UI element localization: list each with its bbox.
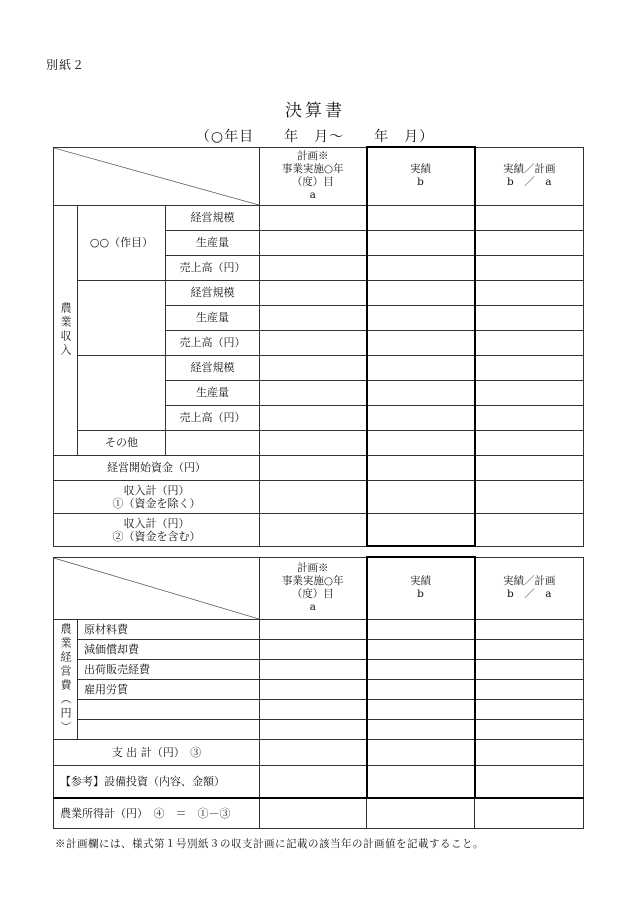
plan-cell[interactable] <box>260 330 367 355</box>
other-label: その他 <box>78 430 166 455</box>
plan-cell[interactable] <box>260 699 367 719</box>
actual-cell[interactable] <box>367 255 475 280</box>
actual-cell[interactable] <box>367 355 475 380</box>
ratio-cell[interactable] <box>475 330 584 355</box>
ratio-header-line2: b ／ a <box>507 588 552 600</box>
expense-item-shipping: 出荷販売経費 <box>78 659 260 679</box>
actual-cell[interactable] <box>367 280 475 305</box>
actual-header-line1: 実績 <box>410 575 431 588</box>
farm-income-total-label: 農業所得計（円） ④ ＝ ①－③ <box>54 798 260 828</box>
expense-item-blank[interactable] <box>78 719 260 739</box>
ratio-cell[interactable] <box>475 280 584 305</box>
income-total-excl-line1: 収入計（円） <box>123 483 190 497</box>
crop-name-cell: ○○（作目） <box>78 205 166 280</box>
income-total-incl-line1: 収入計（円） <box>123 516 190 530</box>
actual-header-line2: b <box>417 176 424 189</box>
plan-cell[interactable] <box>260 405 367 430</box>
row-label-production: 生産量 <box>166 380 260 405</box>
plan-cell[interactable] <box>260 798 367 828</box>
header-diagonal-cell <box>54 147 260 205</box>
income-total-incl-line2: ②（資金を含む） <box>112 529 201 543</box>
start-funds-label: 経営開始資金（円） <box>54 455 260 480</box>
actual-cell[interactable] <box>367 430 475 455</box>
row-label-sales: 売上高（円） <box>166 255 260 280</box>
row-label-production: 生産量 <box>166 230 260 255</box>
actual-cell[interactable] <box>367 230 475 255</box>
plan-header-line4: a <box>309 189 316 201</box>
expense-table <box>53 556 584 829</box>
row-label-production: 生産量 <box>166 305 260 330</box>
plan-cell[interactable] <box>260 430 367 455</box>
actual-cell[interactable] <box>367 639 475 659</box>
income-total-excl-label <box>54 480 260 513</box>
row-label-sales: 売上高（円） <box>166 405 260 430</box>
row-label-scale: 経営規模 <box>166 355 260 380</box>
ratio-cell[interactable] <box>475 480 584 513</box>
plan-cell[interactable] <box>260 355 367 380</box>
actual-header-line2: b <box>417 588 424 601</box>
actual-cell[interactable] <box>367 739 475 765</box>
footnote: ※計画欄には、様式第１号別紙３の収支計画に記載の該当年の計画値を記載すること。 <box>55 838 484 850</box>
ratio-cell[interactable] <box>475 430 584 455</box>
plan-header-line3: （度）目 <box>291 176 334 188</box>
row-label-scale: 経営規模 <box>166 280 260 305</box>
plan-header-line1: 計画※ <box>297 150 329 162</box>
actual-cell[interactable] <box>367 513 475 546</box>
ratio-cell[interactable] <box>475 305 584 330</box>
ratio-cell[interactable] <box>475 230 584 255</box>
plan-cell[interactable] <box>260 765 367 798</box>
plan-cell[interactable] <box>260 305 367 330</box>
actual-cell[interactable] <box>367 619 475 639</box>
actual-header <box>367 147 475 205</box>
ratio-header <box>475 557 584 619</box>
expense-total-label: 支 出 計（円） ③ <box>54 739 260 765</box>
actual-cell[interactable] <box>367 380 475 405</box>
expense-item-depreciation: 減価償却費 <box>78 639 260 659</box>
actual-cell[interactable] <box>367 679 475 699</box>
ratio-cell[interactable] <box>475 739 584 765</box>
income-total-incl-label <box>54 513 260 546</box>
plan-header-line2: 事業実施○年 <box>281 575 344 587</box>
income-section-label: 農業収入 <box>54 205 78 455</box>
plan-cell[interactable] <box>260 205 367 230</box>
expense-item-labor: 雇用労賃 <box>78 679 260 699</box>
row-label-scale: 経営規模 <box>166 205 260 230</box>
ratio-cell[interactable] <box>475 719 584 739</box>
plan-header-line4: a <box>309 601 316 613</box>
ratio-cell[interactable] <box>475 639 584 659</box>
plan-cell[interactable] <box>260 230 367 255</box>
actual-header-line1: 実績 <box>410 163 432 176</box>
actual-cell[interactable] <box>367 480 475 513</box>
ratio-cell[interactable] <box>475 380 584 405</box>
plan-cell[interactable] <box>260 513 367 546</box>
expense-item-blank[interactable] <box>78 699 260 719</box>
actual-cell[interactable] <box>367 405 475 430</box>
plan-header <box>260 557 367 619</box>
actual-cell[interactable] <box>367 719 475 739</box>
row-label-sales: 売上高（円） <box>166 330 260 355</box>
actual-cell[interactable] <box>367 659 475 679</box>
plan-cell[interactable] <box>260 639 367 659</box>
plan-cell[interactable] <box>260 255 367 280</box>
actual-cell[interactable] <box>367 305 475 330</box>
ratio-cell[interactable] <box>475 659 584 679</box>
plan-cell[interactable] <box>260 739 367 765</box>
plan-header-line3: （度）目 <box>291 588 334 600</box>
ratio-cell[interactable] <box>475 205 584 230</box>
page-title: 決算書 <box>285 101 345 121</box>
expense-item-materials: 原材料費 <box>78 619 260 639</box>
plan-cell[interactable] <box>260 380 367 405</box>
actual-cell[interactable] <box>367 330 475 355</box>
actual-cell[interactable] <box>367 798 475 828</box>
ratio-cell[interactable] <box>475 619 584 639</box>
period-line: （○年目 年 月～ 年 月） <box>195 129 435 145</box>
plan-cell[interactable] <box>260 455 367 480</box>
annex-label: 別紙２ <box>46 58 86 72</box>
plan-header <box>260 147 367 205</box>
ratio-cell[interactable] <box>475 798 584 828</box>
diagonal-line <box>54 148 259 205</box>
ratio-header <box>475 147 584 205</box>
plan-cell[interactable] <box>260 480 367 513</box>
plan-cell[interactable] <box>260 719 367 739</box>
ratio-cell[interactable] <box>475 355 584 380</box>
plan-cell[interactable] <box>260 659 367 679</box>
ratio-cell[interactable] <box>475 765 584 798</box>
ratio-header-line1: 実績／計画 <box>503 575 556 587</box>
header-diagonal-cell <box>54 557 260 619</box>
plan-header-line1: 計画※ <box>297 562 329 574</box>
actual-cell[interactable] <box>367 205 475 230</box>
diagonal-line <box>54 558 259 619</box>
plan-cell[interactable] <box>260 619 367 639</box>
actual-header <box>367 557 475 619</box>
actual-cell[interactable] <box>367 455 475 480</box>
crop-name-cell-blank[interactable] <box>78 280 166 355</box>
plan-cell[interactable] <box>260 679 367 699</box>
income-total-excl-line2: ①（資金を除く） <box>112 496 201 510</box>
actual-cell[interactable] <box>367 765 475 798</box>
expense-section-label: 農業経営費（円） <box>54 619 78 739</box>
plan-cell[interactable] <box>260 280 367 305</box>
other-detail-cell[interactable] <box>166 430 260 455</box>
crop-name-cell-blank[interactable] <box>78 355 166 430</box>
ratio-cell[interactable] <box>475 405 584 430</box>
plan-header-line2: 事業実施○年 <box>281 163 344 175</box>
income-table <box>53 146 584 547</box>
ratio-cell[interactable] <box>475 455 584 480</box>
ratio-cell[interactable] <box>475 255 584 280</box>
ratio-cell[interactable] <box>475 513 584 546</box>
ratio-header-line2: b ／ a <box>507 176 552 188</box>
ratio-header-line1: 実績／計画 <box>503 163 556 175</box>
ratio-cell[interactable] <box>475 679 584 699</box>
ratio-cell[interactable] <box>475 699 584 719</box>
actual-cell[interactable] <box>367 699 475 719</box>
reference-label: 【参考】設備投資（内容、金額） <box>54 765 260 798</box>
